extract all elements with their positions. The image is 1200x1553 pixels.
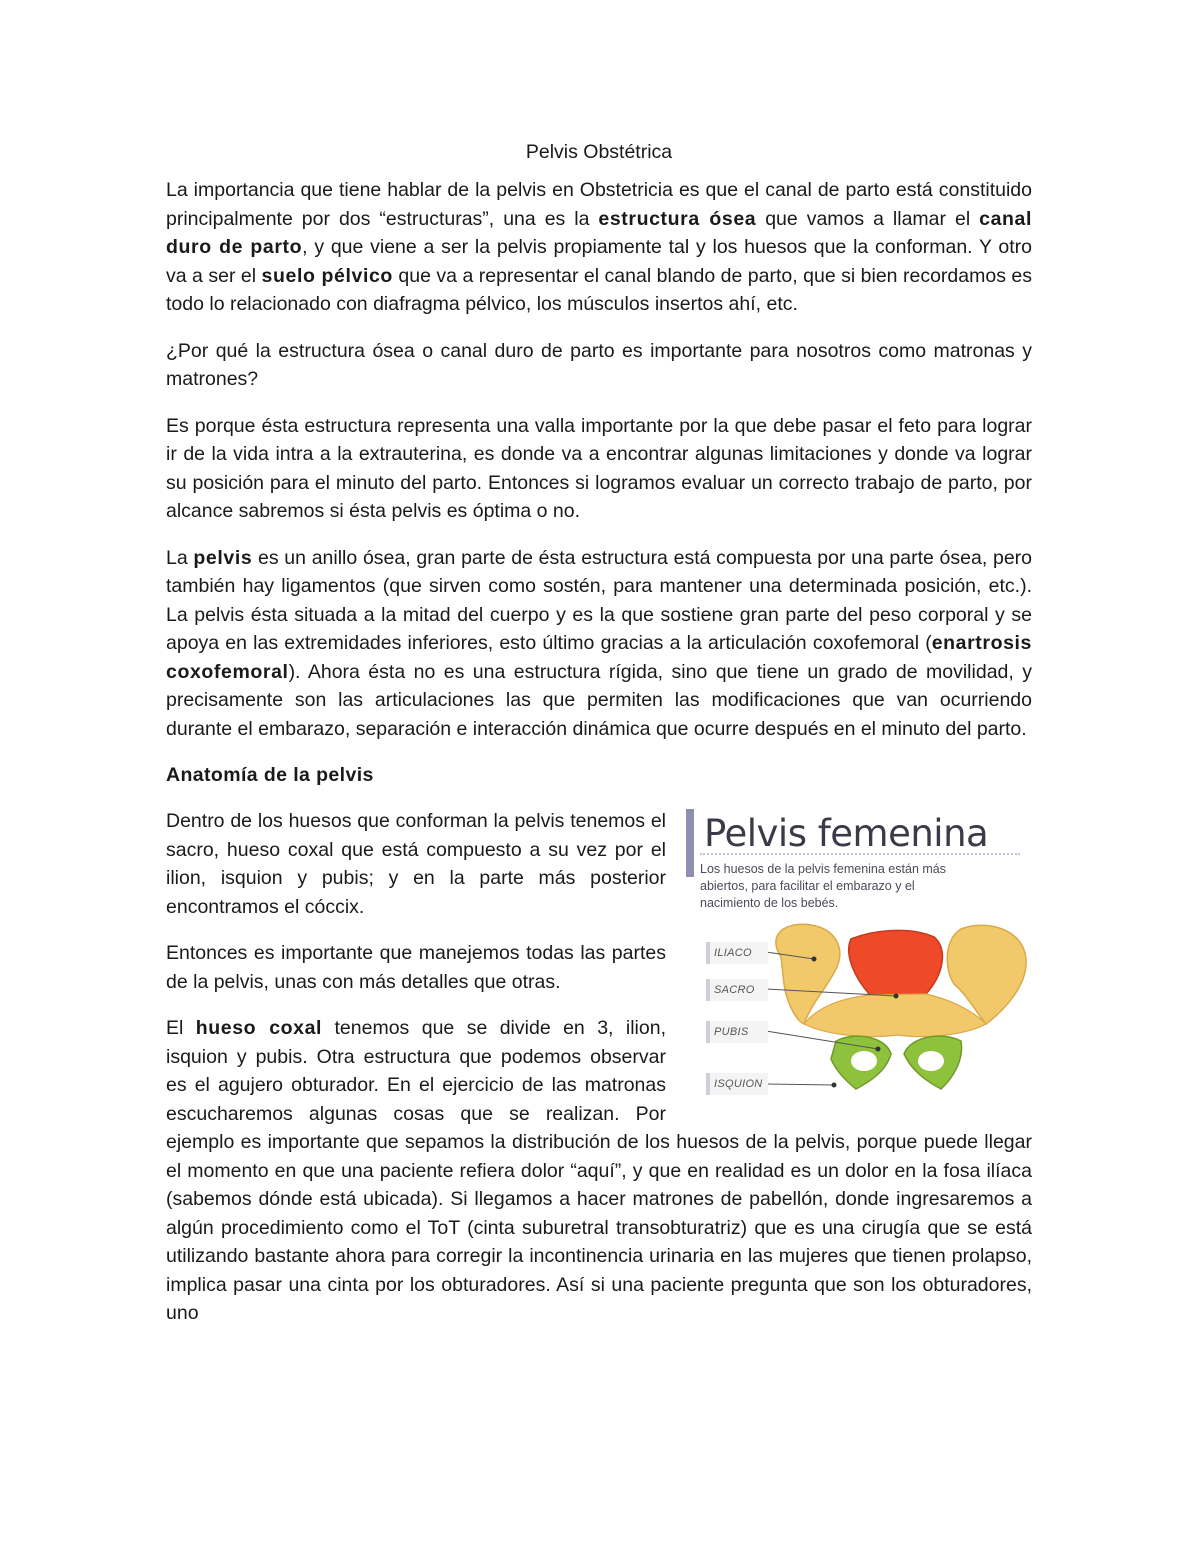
paragraph-answer: Es porque ésta estructura representa una valla importante por la que debe pasar el feto para lograr ir de la vida intra a la extrauterina, es donde va a encontrar algunas limitaciones y donde va lograr su posición para el minuto del parto. Entonces si logramos evaluar un correcto trabajo de parto, por alcance sabremos si ésta pelvis es óptima o no.: [166, 414, 1032, 522]
figure-subtitle: Los huesos de la pelvis femenina están más abiertos, para facilitar el embarazo y el nacimiento de los bebés.: [700, 862, 946, 910]
label-isquion: ISQUION: [706, 1073, 768, 1095]
paragraph-parts: Entonces es importante que manejemos todas las partes de la pelvis, unas con más detalles que otras.: [166, 942, 666, 993]
label-iliaco: ILIACO: [706, 942, 768, 964]
bold-term: estructura ósea: [598, 207, 757, 230]
paragraph-intro: La importancia que tiene hablar de la pelvis en Obstetricia es que el canal de parto está constituido principalmente por dos “estructuras”, una es la estructura ósea que vamos a llamar el canal duro de parto, y que viene a ser la pelvis propiamente tal y los huesos que la conforman. Y otro va a ser el suelo pélvico que va a representar el canal blando de parto, que si bien recordamos es todo lo relacionado con diafragma pélvico, los músculos insertos ahí, etc.: [166, 179, 1033, 315]
pelvis-figure: [686, 809, 1032, 1105]
obturator-right: [918, 1051, 944, 1071]
paragraph-question: ¿Por qué la estructura ósea o canal duro de parto es importante para nosotros como matronas y matrones?: [166, 339, 1032, 390]
leader-dot-pubis: [876, 1047, 881, 1052]
pelvis-body: [804, 994, 986, 1037]
leader-dot-sacro: [894, 994, 899, 999]
section-heading: Anatomía de la pelvis: [166, 764, 374, 786]
paragraph-coxal: El hueso coxal tenemos que se divide en 3, ilion, isquion y pubis. Otra estructura que podemos observar es el agujero obturador. En el ejercicio de las matronas escucharemos algunas cosas que se realizan. Por ejemplo es importante que sepamos la distribución de los huesos de la pelvis, porque puede llegar el momento en que una paciente refiera dolor “aquí”, y que en realidad es un dolor en la fosa ilíaca (sabemos dónde está ubicada). Si llegamos a hacer matrones de pabellón, donde ingresaremos a algún procedimiento como el ToT (cinta suburetral transobturatriz) que es una cirugía que se está utilizando bastante ahora para corregir la incontinencia urinaria en las mujeres que tienen prolapso, implica pasar una cinta por los obturadores. Así si una paciente pregunta que son los obturadores, uno: [166, 1017, 1032, 1324]
bold-term: suelo pélvico: [261, 264, 393, 287]
bold-term: enartrosis coxofemoral: [166, 632, 1032, 683]
label-pubis: PUBIS: [706, 1021, 768, 1043]
bold-term: pelvis: [193, 546, 253, 569]
paragraph-bones: Dentro de los huesos que conforman la pelvis tenemos el sacro, hueso coxal que está compuesto a su vez por el ilion, isquion y pubis; y en la parte más posterior encontramos el cóccix.: [166, 810, 666, 918]
paragraph-pelvis: La pelvis es un anillo ósea, gran parte de ésta estructura está compuesta por una parte ósea, pero también hay ligamentos (que sirven como sostén, para mantener una determinada posición, etc.). La pelvis ésta situada a la mitad del cuerpo y es la que sostiene gran parte del peso corporal y se apoya en las extremidades inferiores, esto último gracias a la articulación coxofemoral (enartrosis coxofemoral). Ahora ésta no es una estructura rígida, sino que tiene un grado de movilidad, y precisamente son las articulaciones las que permiten las modificaciones que van ocurriendo durante el embarazo, separación e interacción dinámica que ocurre después en el minuto del parto.: [166, 546, 1032, 740]
document-title: Pelvis Obstétrica: [525, 141, 673, 163]
leader-dot-iliaco: [812, 957, 817, 962]
obturator-left: [851, 1051, 877, 1071]
bold-term: canal duro de parto: [166, 207, 1033, 258]
figure-title: Pelvis femenina: [704, 812, 989, 855]
leader-line-isquion: [766, 1084, 834, 1085]
label-sacro: SACRO: [706, 979, 768, 1001]
document-page: [166, 138, 1032, 1346]
leader-dot-isquion: [832, 1083, 837, 1088]
bold-term: hueso coxal: [195, 1017, 323, 1039]
